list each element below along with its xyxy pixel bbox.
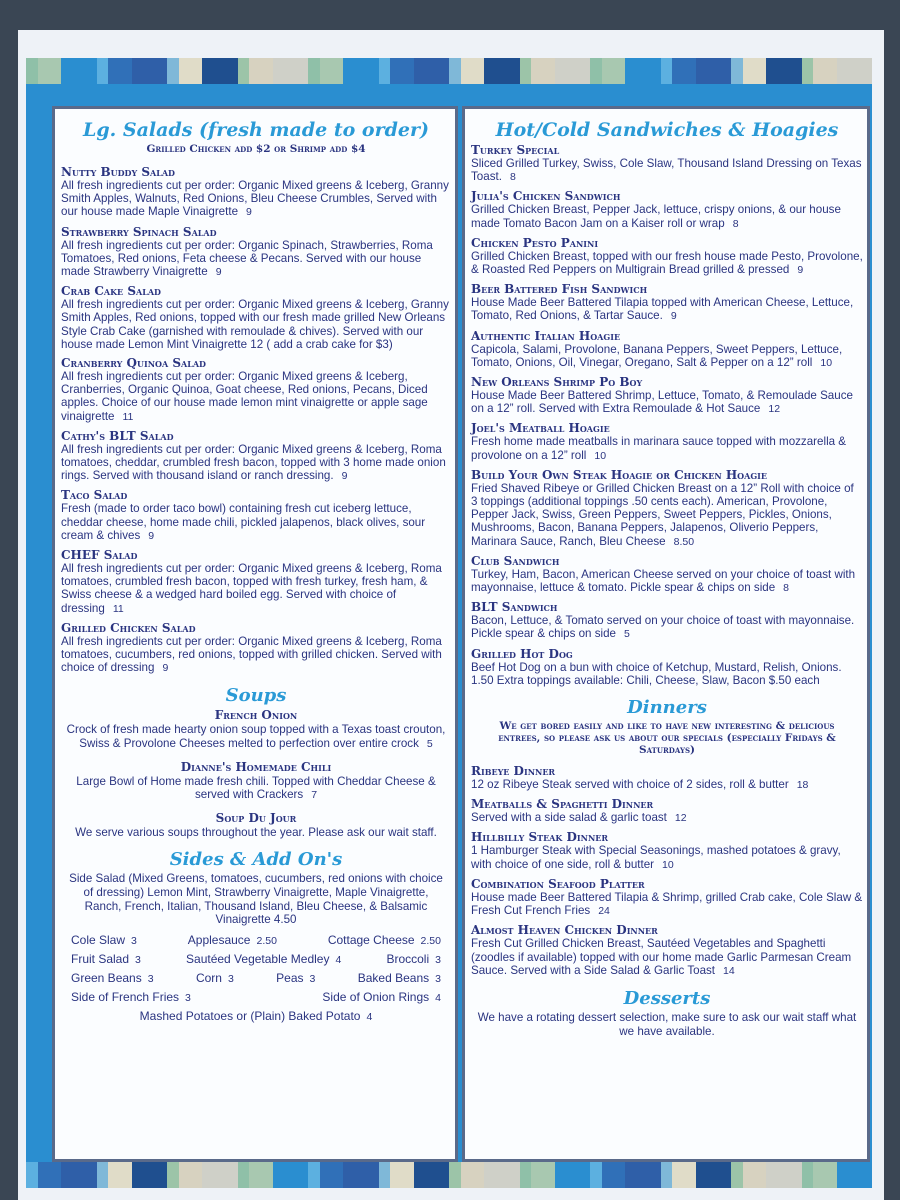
menu-item <box>471 375 863 416</box>
item-description-text: Grilled Chicken Breast, topped with our fresh house made Pesto, Provolone, & Roasted Red Peppers on Multigrain Bread grilled & pressed <box>471 249 863 277</box>
stripe-segment <box>802 1162 814 1188</box>
item-price: 24 <box>598 905 610 918</box>
sandwich-list <box>471 143 863 687</box>
side-price: 4 <box>435 991 441 1004</box>
item-description-text: We serve various soups throughout the year. Please ask our wait staff. <box>75 825 437 839</box>
stripe-segment <box>61 1162 96 1188</box>
item-description <box>61 298 451 351</box>
side-price: 3 <box>131 934 137 947</box>
item-price: 11 <box>122 410 134 423</box>
item-name: French Onion <box>214 708 298 723</box>
side-price: 3 <box>147 972 154 985</box>
side-price: 4 <box>366 1010 373 1023</box>
item-price: 8 <box>732 217 739 230</box>
item-description <box>471 811 863 825</box>
item-price: 5 <box>426 738 433 751</box>
side-name: Cottage Cheese <box>327 932 415 947</box>
item-price: 9 <box>162 662 169 675</box>
stripe-segment <box>590 1162 602 1188</box>
salads-title: Lg. Salads (fresh made to order) <box>83 119 429 141</box>
side-name: Sautéed Vegetable Medley <box>186 951 330 966</box>
side-item <box>71 969 154 988</box>
side-item <box>140 1007 373 1026</box>
stripe-segment <box>38 58 62 84</box>
stripe-segment <box>273 1162 308 1188</box>
stripe-segment <box>308 1162 320 1188</box>
stripe-segment <box>449 58 461 84</box>
item-description <box>61 635 451 676</box>
item-description <box>471 203 863 230</box>
stripe-segment <box>238 1162 250 1188</box>
item-description <box>471 661 863 687</box>
item-name: Chicken Pesto Panini <box>471 235 599 250</box>
stripe-segment <box>97 1162 109 1188</box>
dinners-title: Dinners <box>627 697 707 719</box>
item-description-text: Beef Hot Dog on a bun with choice of Ketchup, Mustard, Relish, Onions. 1.50 Extra toppings available: Chili, Cheese, Slaw, Bacon $.50 each <box>471 660 842 687</box>
stripe-segment <box>625 58 660 84</box>
side-name: Corn <box>195 970 222 985</box>
item-name: Grilled Hot Dog <box>471 646 573 661</box>
stripe-segment <box>590 58 602 84</box>
menu-frame <box>26 58 872 1188</box>
item-name: Beer Battered Fish Sandwich <box>471 282 648 297</box>
stripe-segment <box>167 58 179 84</box>
item-description-text: House made Beer Battered Tilapia & Shrimp, grilled Crab cake, Cole Slaw & Fresh Cut French Fries <box>471 890 863 918</box>
item-description <box>471 482 863 549</box>
stripe-segment <box>696 1162 731 1188</box>
item-name: Cranberry Quinoa Salad <box>61 356 206 371</box>
menu-item <box>61 621 451 676</box>
item-description-text: Fresh home made meatballs in marinara sauce topped with mozzarella & provolone on a 12” roll <box>471 435 847 462</box>
side-name: Cole Slaw <box>71 932 126 947</box>
sides-row <box>61 969 451 988</box>
item-description-text: All fresh ingredients cut per order: Organic Mixed greens & Iceberg, Granny Smith Apples, Red onions, topped with our fresh made grilled New Orleans Style Crab Cake (garnished with remoulade & chives). Served with our house made Lemon Mint Vinaigrette 12 ( add a crab cake for $3) <box>61 298 449 351</box>
item-description <box>61 723 451 751</box>
menu-item <box>61 284 451 351</box>
stripe-segment <box>449 1162 461 1188</box>
stripe-border-bottom <box>26 1162 872 1188</box>
desserts-title: Desserts <box>623 987 711 1009</box>
item-name: Cathy's BLT Salad <box>61 428 174 443</box>
stripe-segment <box>179 1162 203 1188</box>
sides-list <box>61 931 451 1026</box>
stripe-segment <box>249 58 273 84</box>
side-item <box>386 950 441 969</box>
menu-item <box>471 468 863 549</box>
item-price: 5 <box>624 628 630 641</box>
stripe-segment <box>273 58 308 84</box>
stripe-segment <box>802 58 814 84</box>
stripe-segment <box>766 1162 801 1188</box>
item-description-text: Fried Shaved Ribeye or Grilled Chicken Breast on a 12” Roll with choice of 3 toppings (additional toppings .50 cents each). American, Provolone, Pepper Jack, Swiss, Green Peppers, Sweet Peppers, Pickles, Onions, Mushrooms, Bacon, Banana Peppers, Jalapenos, Oliverio Peppers, Marinara Sauce, Ranch, Bleu Cheese <box>471 481 854 548</box>
left-menu-panel <box>52 106 458 1162</box>
side-name: Side of Onion Rings <box>322 989 430 1004</box>
sides-row <box>61 931 451 950</box>
item-price: 12 <box>674 812 687 825</box>
side-price: 4 <box>335 953 342 966</box>
stripe-segment <box>672 58 696 84</box>
item-name: Club Sandwich <box>471 553 560 568</box>
menu-item <box>61 811 451 840</box>
item-price: 9 <box>797 264 804 277</box>
menu-item <box>61 488 451 543</box>
menu-item <box>471 236 863 277</box>
item-description <box>471 614 863 641</box>
item-description <box>471 568 863 595</box>
stripe-segment <box>602 1162 626 1188</box>
item-name: Joel's Meatball Hoagie <box>471 421 610 436</box>
side-price: 2.50 <box>256 934 277 947</box>
salads-note: Grilled Chicken add $2 or Shrimp add $4 <box>146 143 366 155</box>
stripe-segment <box>520 1162 532 1188</box>
item-name: Dianne's Homemade Chili <box>180 759 332 774</box>
item-description <box>61 370 451 424</box>
item-description-text: Large Bowl of Home made fresh chili. Topped with Cheddar Cheese & served with Crackers <box>76 774 436 802</box>
item-description <box>61 179 451 220</box>
side-name: Green Beans <box>71 970 142 985</box>
item-price: 10 <box>594 449 607 462</box>
sides-title: Sides & Add On's <box>169 849 343 871</box>
item-description <box>61 502 451 543</box>
menu-item <box>61 225 451 280</box>
stripe-segment <box>390 1162 414 1188</box>
item-name: Strawberry Spinach Salad <box>61 224 217 239</box>
item-price: 11 <box>112 602 124 615</box>
stripe-segment <box>414 58 449 84</box>
stripe-segment <box>743 58 767 84</box>
side-name: Peas <box>276 970 304 985</box>
stripe-segment <box>672 1162 696 1188</box>
item-price: 9 <box>670 310 677 323</box>
item-name: Crab Cake Salad <box>61 284 161 299</box>
item-name: Taco Salad <box>61 488 128 503</box>
sides-row <box>61 950 451 969</box>
stripe-segment <box>379 58 391 84</box>
item-description <box>61 826 451 840</box>
item-description <box>61 443 451 484</box>
stripe-segment <box>320 58 344 84</box>
stripe-segment <box>108 58 132 84</box>
item-name: Soup Du Jour <box>215 810 297 825</box>
menu-item <box>61 356 451 424</box>
side-name: Baked Beans <box>357 970 430 985</box>
dinner-list <box>471 764 863 978</box>
stripe-segment <box>461 1162 485 1188</box>
stripe-segment <box>343 58 378 84</box>
item-description <box>61 239 451 280</box>
item-name: Meatballs & Spaghetti Dinner <box>471 797 654 812</box>
item-name: Nutty Buddy Salad <box>61 165 175 179</box>
stripe-segment <box>132 1162 167 1188</box>
item-description-text: House Made Beer Battered Tilapia topped with American Cheese, Lettuce, Tomato, Red Onions, & Tartar Sauce. <box>471 296 854 323</box>
side-item <box>188 931 277 950</box>
stripe-segment <box>179 58 203 84</box>
side-item <box>71 988 191 1007</box>
stripe-segment <box>731 58 743 84</box>
item-description <box>61 562 451 616</box>
item-name: Combination Seafood Platter <box>471 876 645 891</box>
item-description <box>471 844 863 871</box>
item-price: 7 <box>311 789 318 802</box>
item-description-text: Fresh Cut Grilled Chicken Breast, Sautéed Vegetables and Spaghetti (zoodles if available) topped with our home made Garlic Parmesan Cream Sauce. Served with a Side Salad & Garlic Toast <box>471 937 852 977</box>
item-description-text: All fresh ingredients cut per order: Organic Mixed greens & Iceberg, Roma tomatoes, crumbled fresh bacon, topped with fresh turkey, fresh ham, & Swiss cheese & a wedged hard boiled egg. Served with choice of dressing <box>61 562 442 615</box>
item-description <box>471 296 863 323</box>
menu-item <box>471 600 863 641</box>
stripe-segment <box>308 58 320 84</box>
sandwiches-title: Hot/Cold Sandwiches & Hoagies <box>495 119 839 141</box>
item-name: Authentic Italian Hoagie <box>471 328 621 343</box>
stripe-segment <box>484 58 519 84</box>
item-description-text: Sliced Grilled Turkey, Swiss, Cole Slaw, Thousand Island Dressing on Texas Toast. <box>471 157 862 184</box>
item-price: 9 <box>341 470 348 483</box>
stripe-segment <box>731 1162 743 1188</box>
menu-item <box>61 708 451 751</box>
item-description-text: Capicola, Salami, Provolone, Banana Peppers, Sweet Peppers, Lettuce, Tomato, Onions, Oil, Vinegar, Oregano, Salt & Pepper on a 12” roll <box>471 342 843 369</box>
side-item <box>358 969 441 988</box>
stripe-segment <box>766 58 801 84</box>
stripe-segment <box>813 1162 837 1188</box>
side-price: 3 <box>135 953 141 966</box>
item-description-text: All fresh ingredients cut per order: Organic Spinach, Strawberries, Roma Tomatoes, Red onions, Feta cheese & Pecans. Served with our house made Strawberry Vinaigrette <box>61 238 433 279</box>
soup-list <box>61 708 451 839</box>
side-item <box>276 969 315 988</box>
stripe-segment <box>696 58 731 84</box>
item-price: 14 <box>723 964 735 977</box>
sides-row <box>61 988 451 1007</box>
stripe-segment <box>26 1162 38 1188</box>
menu-item <box>61 165 451 220</box>
item-description <box>471 157 863 184</box>
side-name: Applesauce <box>187 932 251 947</box>
item-price: 9 <box>148 529 155 542</box>
stripe-segment <box>390 58 414 84</box>
item-description-text: 1 Hamburger Steak with Special Seasonings, mashed potatoes & gravy, with choice of one side, roll & butter <box>471 844 841 871</box>
stripe-segment <box>661 1162 673 1188</box>
menu-item <box>471 923 863 978</box>
side-item <box>196 969 234 988</box>
stripe-segment <box>132 58 167 84</box>
item-description <box>471 778 863 792</box>
side-item <box>186 950 341 969</box>
item-description-text: All fresh ingredients cut per order: Organic Mixed greens & Iceberg, Granny Smith Apples, Walnuts, Red Onions, Bleu Cheese Crumbles, Served with our house made Maple Vinaigrette <box>61 179 449 219</box>
stripe-segment <box>343 1162 378 1188</box>
item-description <box>61 775 451 803</box>
menu-item <box>471 329 863 370</box>
stripe-segment <box>837 1162 872 1188</box>
menu-item <box>471 143 863 184</box>
stripe-segment <box>555 58 590 84</box>
stripe-segment <box>484 1162 519 1188</box>
side-price: 3 <box>185 991 191 1004</box>
item-description <box>471 250 863 277</box>
stripe-segment <box>555 1162 590 1188</box>
menu-item <box>471 554 863 595</box>
item-price: 10 <box>820 356 833 369</box>
menu-item <box>471 189 863 230</box>
menu-item <box>471 421 863 462</box>
item-description-text: House Made Beer Battered Shrimp, Lettuce, Tomato, & Remoulade Sauce on a 12” roll. Served with Extra Remoulade & Hot Sauce <box>471 389 853 416</box>
item-price: 8 <box>783 582 790 595</box>
side-item <box>328 931 441 950</box>
item-description-text: Turkey, Ham, Bacon, American Cheese served on your choice of toast with mayonnaise, lettuce & tomato. Pickle spear & chips on side <box>471 567 856 595</box>
item-price: 8 <box>509 171 516 184</box>
stripe-segment <box>26 58 38 84</box>
side-item <box>322 988 441 1007</box>
stripe-segment <box>61 58 96 84</box>
side-price: 3 <box>435 972 441 985</box>
item-description-text: All fresh ingredients cut per order: Organic Mixed greens & Iceberg, Roma tomatoes, cheddar, crumbled fresh bacon, topped with 3 home made onion rings. Served with thousand island or ranch dressing. <box>61 442 446 483</box>
side-salad-text: Side Salad (Mixed Greens, tomatoes, cucumbers, red onions with choice of dressing) Lemon Mint, Strawberry Vinaigrette, Maple Vinaigrette, Ranch, French, Italian, Thousand Island, Bleu Cheese, & Balsamic Vinaigrette 4.50 <box>69 872 443 927</box>
menu-item <box>471 830 863 871</box>
stripe-segment <box>602 58 626 84</box>
stripe-segment <box>320 1162 344 1188</box>
stripe-segment <box>379 1162 391 1188</box>
item-price: 9 <box>246 206 252 219</box>
item-name: BLT Sandwich <box>471 600 558 615</box>
item-description-text: Bacon, Lettuce, & Tomato served on your choice of toast with mayonnaise. Pickle spear & chips on side <box>471 614 855 641</box>
stripe-segment <box>414 1162 449 1188</box>
item-description-text: 12 oz Ribeye Steak served with choice of 2 sides, roll & butter <box>471 778 789 792</box>
menu-item <box>471 877 863 918</box>
stripe-segment <box>238 58 250 84</box>
item-description-text: Grilled Chicken Breast, Pepper Jack, lettuce, crispy onions, & our house made Tomato Bacon Jam on a Kaiser roll or wrap <box>471 203 841 230</box>
stripe-segment <box>743 1162 767 1188</box>
side-name: Mashed Potatoes or (Plain) Baked Potato <box>139 1008 361 1023</box>
stripe-segment <box>108 1162 132 1188</box>
menu-item <box>471 797 863 825</box>
side-price: 2.50 <box>420 934 441 947</box>
item-name: CHEF Salad <box>61 548 138 563</box>
menu-item <box>471 282 863 323</box>
item-name: Almost Heaven Chicken Dinner <box>471 923 658 938</box>
item-name: New Orleans Shrimp Po Boy <box>471 375 643 390</box>
side-price: 3 <box>435 953 441 966</box>
item-description <box>471 389 863 416</box>
item-name: Build Your Own Steak Hoagie or Chicken Hoagie <box>471 467 768 482</box>
menu-item <box>61 548 451 616</box>
stripe-segment <box>461 58 485 84</box>
item-price: 10 <box>662 858 674 871</box>
item-price: 8.50 <box>673 535 695 548</box>
item-price: 18 <box>796 779 809 792</box>
item-price: 9 <box>215 266 222 279</box>
stripe-segment <box>520 58 532 84</box>
side-item <box>71 950 141 969</box>
stripe-segment <box>661 58 673 84</box>
sides-row <box>61 1007 451 1026</box>
side-name: Side of French Fries <box>71 989 180 1004</box>
item-description-text: All fresh ingredients cut per order: Organic Mixed greens & Iceberg, Roma tomatoes, cucumbers, red onions, topped with grilled chicken. Served with choice of dressing <box>61 634 442 675</box>
side-name: Fruit Salad <box>71 951 130 966</box>
stripe-segment <box>531 1162 555 1188</box>
item-description <box>471 435 863 462</box>
item-description <box>471 937 863 978</box>
menu-item <box>471 764 863 792</box>
salad-list <box>61 165 451 675</box>
desserts-text: We have a rotating dessert selection, make sure to ask our wait staff what we have available. <box>477 1010 857 1038</box>
side-item <box>71 931 137 950</box>
stripe-segment <box>249 1162 273 1188</box>
stripe-segment <box>202 58 237 84</box>
item-description-text: All fresh ingredients cut per order: Organic Mixed greens & Iceberg, Cranberries, Organic Quinoa, Goat cheese, Red onions, Pecans, Diced apples. Choice of our house made lemon mint vinaigrette or apple sage vinaigrette <box>61 370 428 423</box>
stripe-segment <box>625 1162 660 1188</box>
menu-item <box>61 760 451 803</box>
side-price: 3 <box>227 972 234 985</box>
stripe-segment <box>531 58 555 84</box>
item-name: Julia's Chicken Sandwich <box>471 189 621 204</box>
soups-title: Soups <box>225 685 287 707</box>
stripe-segment <box>202 1162 237 1188</box>
dinners-note: We get bored easily and like to have new interesting & delicious entrees, so please ask us about our specials (especially Fridays & Saturdays) <box>498 720 836 757</box>
item-description-text: Fresh (made to order taco bowl) containing fresh cut iceberg lettuce, cheddar cheese, home made chili, pickled jalapenos, black olives, sour cream & chives <box>61 502 426 542</box>
stripe-border-top <box>26 58 872 84</box>
item-name: Hillbilly Steak Dinner <box>471 830 609 845</box>
item-description <box>471 891 863 918</box>
right-menu-panel <box>462 106 870 1162</box>
item-name: Turkey Special <box>471 143 560 157</box>
stripe-segment <box>167 1162 179 1188</box>
item-price: 12 <box>768 403 781 416</box>
item-description-text: Served with a side salad & garlic toast <box>471 811 667 825</box>
item-description-text: Crock of fresh made hearty onion soup topped with a Texas toast crouton, Swiss & Provolone Cheeses melted to perfection over entire crock <box>66 723 446 751</box>
stripe-segment <box>38 1162 62 1188</box>
menu-item <box>471 647 863 687</box>
item-name: Ribeye Dinner <box>471 764 556 779</box>
side-price: 3 <box>309 972 316 985</box>
item-name: Grilled Chicken Salad <box>61 620 196 635</box>
item-description <box>471 343 863 370</box>
stripe-segment <box>813 58 837 84</box>
stripe-segment <box>97 58 109 84</box>
side-name: Broccoli <box>386 951 430 966</box>
menu-item <box>61 429 451 484</box>
stripe-segment <box>837 58 872 84</box>
